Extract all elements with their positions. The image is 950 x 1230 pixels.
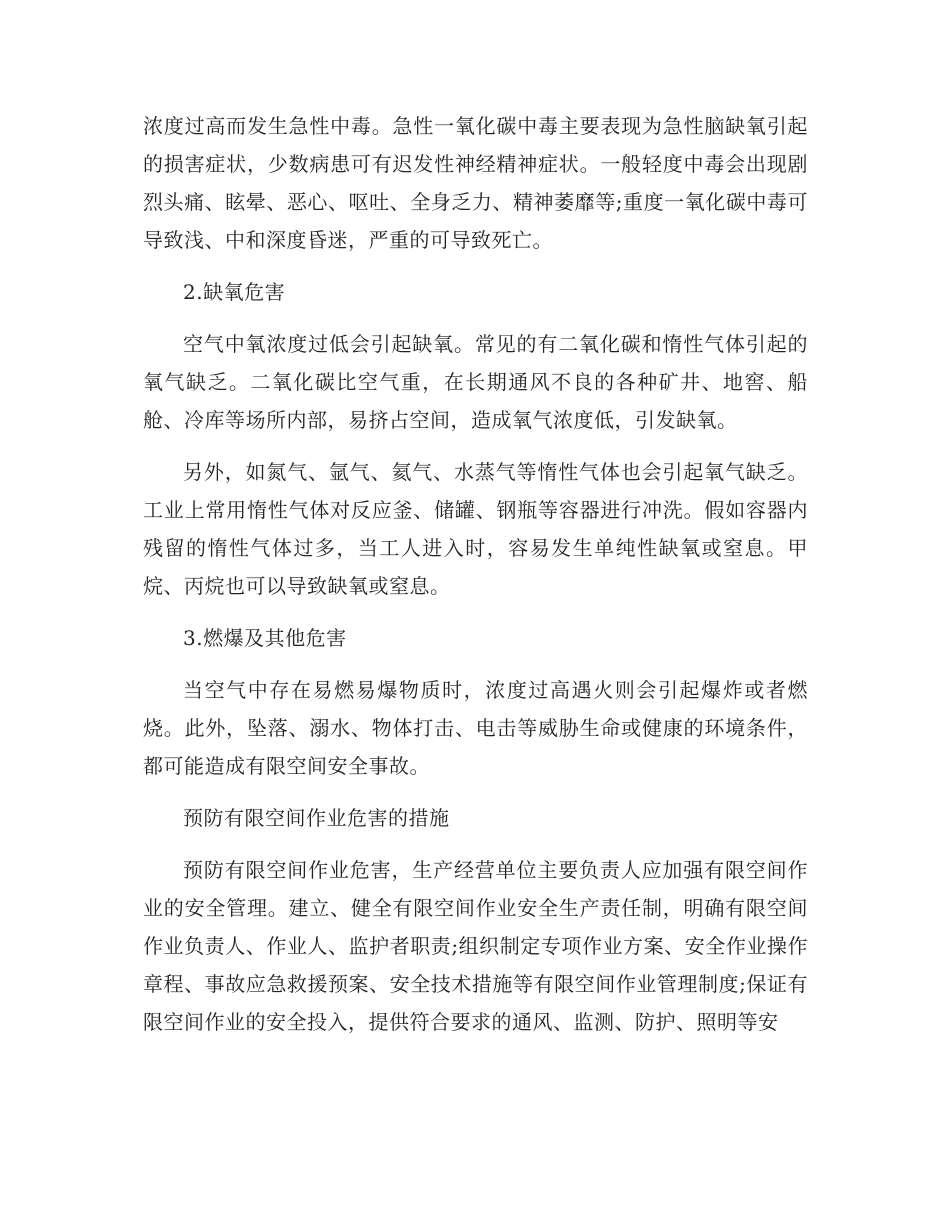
paragraph-explosion-hazards: 当空气中存在易燃易爆物质时，浓度过高遇火则会引起爆炸或者燃烧。此外，坠落、溺水、物体打击、电击等威胁生命或健康的环境条件，都可能造成有限空间安全事故。 xyxy=(143,678,808,778)
paragraph-oxygen-deficiency-1: 空气中氧浓度过低会引起缺氧。常见的有二氧化碳和惰性气体引起的氧气缺乏。二氧化碳比空气重，在长期通风不良的各种矿井、地窖、船舱、冷库等场所内部，易挤占空间，造成氧气浓度低，引发缺氧。 xyxy=(143,332,808,432)
section-heading-explosion-hazards: 3.燃爆及其他危害 xyxy=(183,626,347,650)
paragraph-prevention-measures: 预防有限空间作业危害，生产经营单位主要负责人应加强有限空间作业的安全管理。建立、健全有限空间作业安全生产责任制，明确有限空间作业负责人、作业人、监护者职责;组织制定专项作业方案、安全作业操作章程、事故应急救援预案、安全技术措施等有限空间作业管理制度;保证有限空间作业的安全投入，提供符合要求的通风、监测、防护、照明等安 xyxy=(143,858,808,1034)
document-body xyxy=(143,107,808,1055)
section-heading-prevention-measures: 预防有限空间作业危害的措施 xyxy=(183,806,450,830)
paragraph-continuation: 浓度过高而发生急性中毒。急性一氧化碳中毒主要表现为急性脑缺氧引起的损害症状，少数病患可有迟发性神经精神症状。一般轻度中毒会出现剧烈头痛、眩晕、恶心、呕吐、全身乏力、精神萎靡等;重度一氧化碳中毒可导致浅、中和深度昏迷，严重的可导致死亡。 xyxy=(143,114,808,252)
section-heading-oxygen-deficiency: 2.缺氧危害 xyxy=(183,280,286,304)
paragraph-oxygen-deficiency-2: 另外，如氮气、氩气、氦气、水蒸气等惰性气体也会引起氧气缺乏。工业上常用惰性气体对反应釜、储罐、钢瓶等容器进行冲洗。假如容器内残留的惰性气体过多，当工人进入时，容易发生单纯性缺氧或窒息。甲烷、丙烷也可以导致缺氧或窒息。 xyxy=(143,460,808,598)
